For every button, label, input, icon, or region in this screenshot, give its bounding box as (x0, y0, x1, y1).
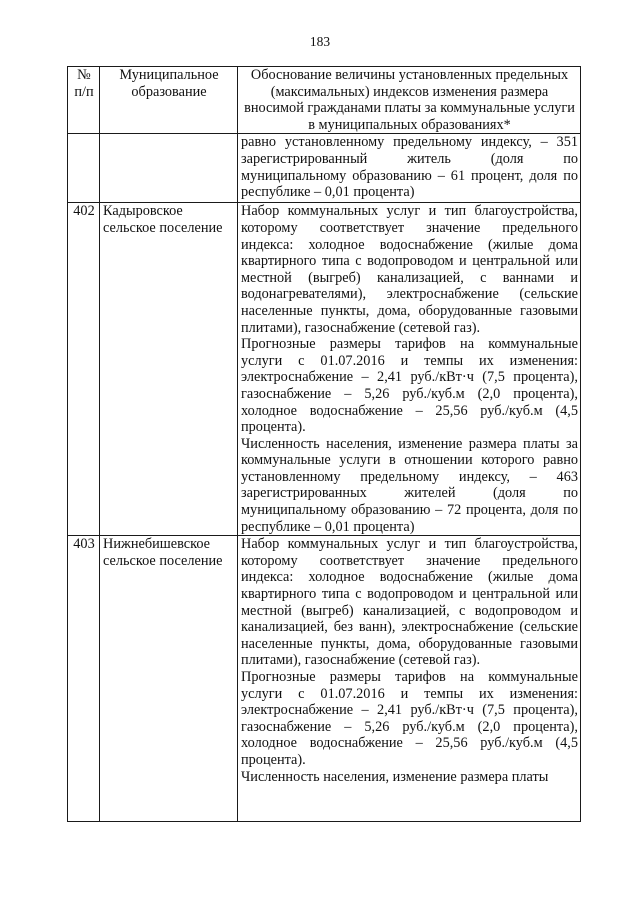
row-number: 403 (68, 536, 100, 822)
rationale-paragraph: Набор коммунальных услуг и тип благоустройства, которому соответствует значение предельного индекса: холодное водоснабжение (жилые дома квартирного типа с водопроводом и центральной или местной (выгреб) канализацией, с ваннами и водонагревателями), электроснабжение (сельские населенные пункты, дома, оборудованные газовыми плитами), газоснабжение (сетевой газ). (241, 203, 578, 336)
table-row (68, 203, 581, 536)
row-number (68, 134, 100, 203)
header-number: № п/п (68, 67, 100, 134)
rationale-paragraph: Прогнозные размеры тарифов на коммунальные услуги с 01.07.2016 и темпы их изменения: электроснабжение – 2,41 руб./кВт·ч (7,5 процента), газоснабжение – 5,26 руб./куб.м (2,0 процента), холодное водоснабжение – 25,56 руб./куб.м (4,5 процента). (241, 336, 578, 436)
rationale-paragraph: Прогнозные размеры тарифов на коммунальные услуги с 01.07.2016 и темпы их изменения: электроснабжение – 2,41 руб./кВт·ч (7,5 процента), газоснабжение – 5,26 руб./куб.м (2,0 процента), холодное водоснабжение – 25,56 руб./куб.м (4,5 процента). (241, 669, 578, 768)
row-rationale (238, 134, 581, 203)
rationale-text-clip (241, 536, 578, 821)
table-row (68, 134, 581, 203)
rationale-paragraph: Численность населения, изменение размера платы за коммунальные услуги в отношении которого равно установленному предельному индексу, – 463 зарегистрированных жителей (доля по муниципальному образованию – 72 процента, доля по республике – 0,01 процента) (241, 435, 578, 535)
table-row (68, 536, 581, 822)
table-header-row (68, 67, 581, 134)
row-municipality: Кадыровское сельское поселение (100, 203, 238, 536)
row-rationale (238, 203, 581, 536)
header-rationale: Обоснование величины установленных предельных (максимальных) индексов изменения размера вносимой гражданами платы за коммунальные услуги в муниципальных образованиях* (238, 67, 581, 134)
page-number: 183 (309, 34, 331, 49)
rationale-paragraph: Набор коммунальных услуг и тип благоустройства, которому соответствует значение предельного индекса: холодное водоснабжение (жилые дома квартирного типа с водопроводом и центральной или местной (выгреб) канализацией, с водопроводом и канализацией, без ванн), электроснабжение (сельские населенные пункты, дома, оборудованные газовыми плитами), газоснабжение (сетевой газ). (241, 536, 578, 669)
row-rationale (238, 536, 581, 822)
rationale-paragraph: равно установленному предельному индексу, – 351 зарегистрированный житель (доля по муниципальному образованию – 61 процент, доля по республике – 0,01 процента) (241, 134, 578, 201)
row-municipality (100, 134, 238, 203)
header-municipality: Муниципальное образование (100, 67, 238, 134)
rationale-paragraph: Численность населения, изменение размера платы (241, 768, 549, 785)
tariff-rationale-table (67, 66, 581, 822)
row-municipality: Нижнебишевское сельское поселение (100, 536, 238, 822)
row-number: 402 (68, 203, 100, 536)
